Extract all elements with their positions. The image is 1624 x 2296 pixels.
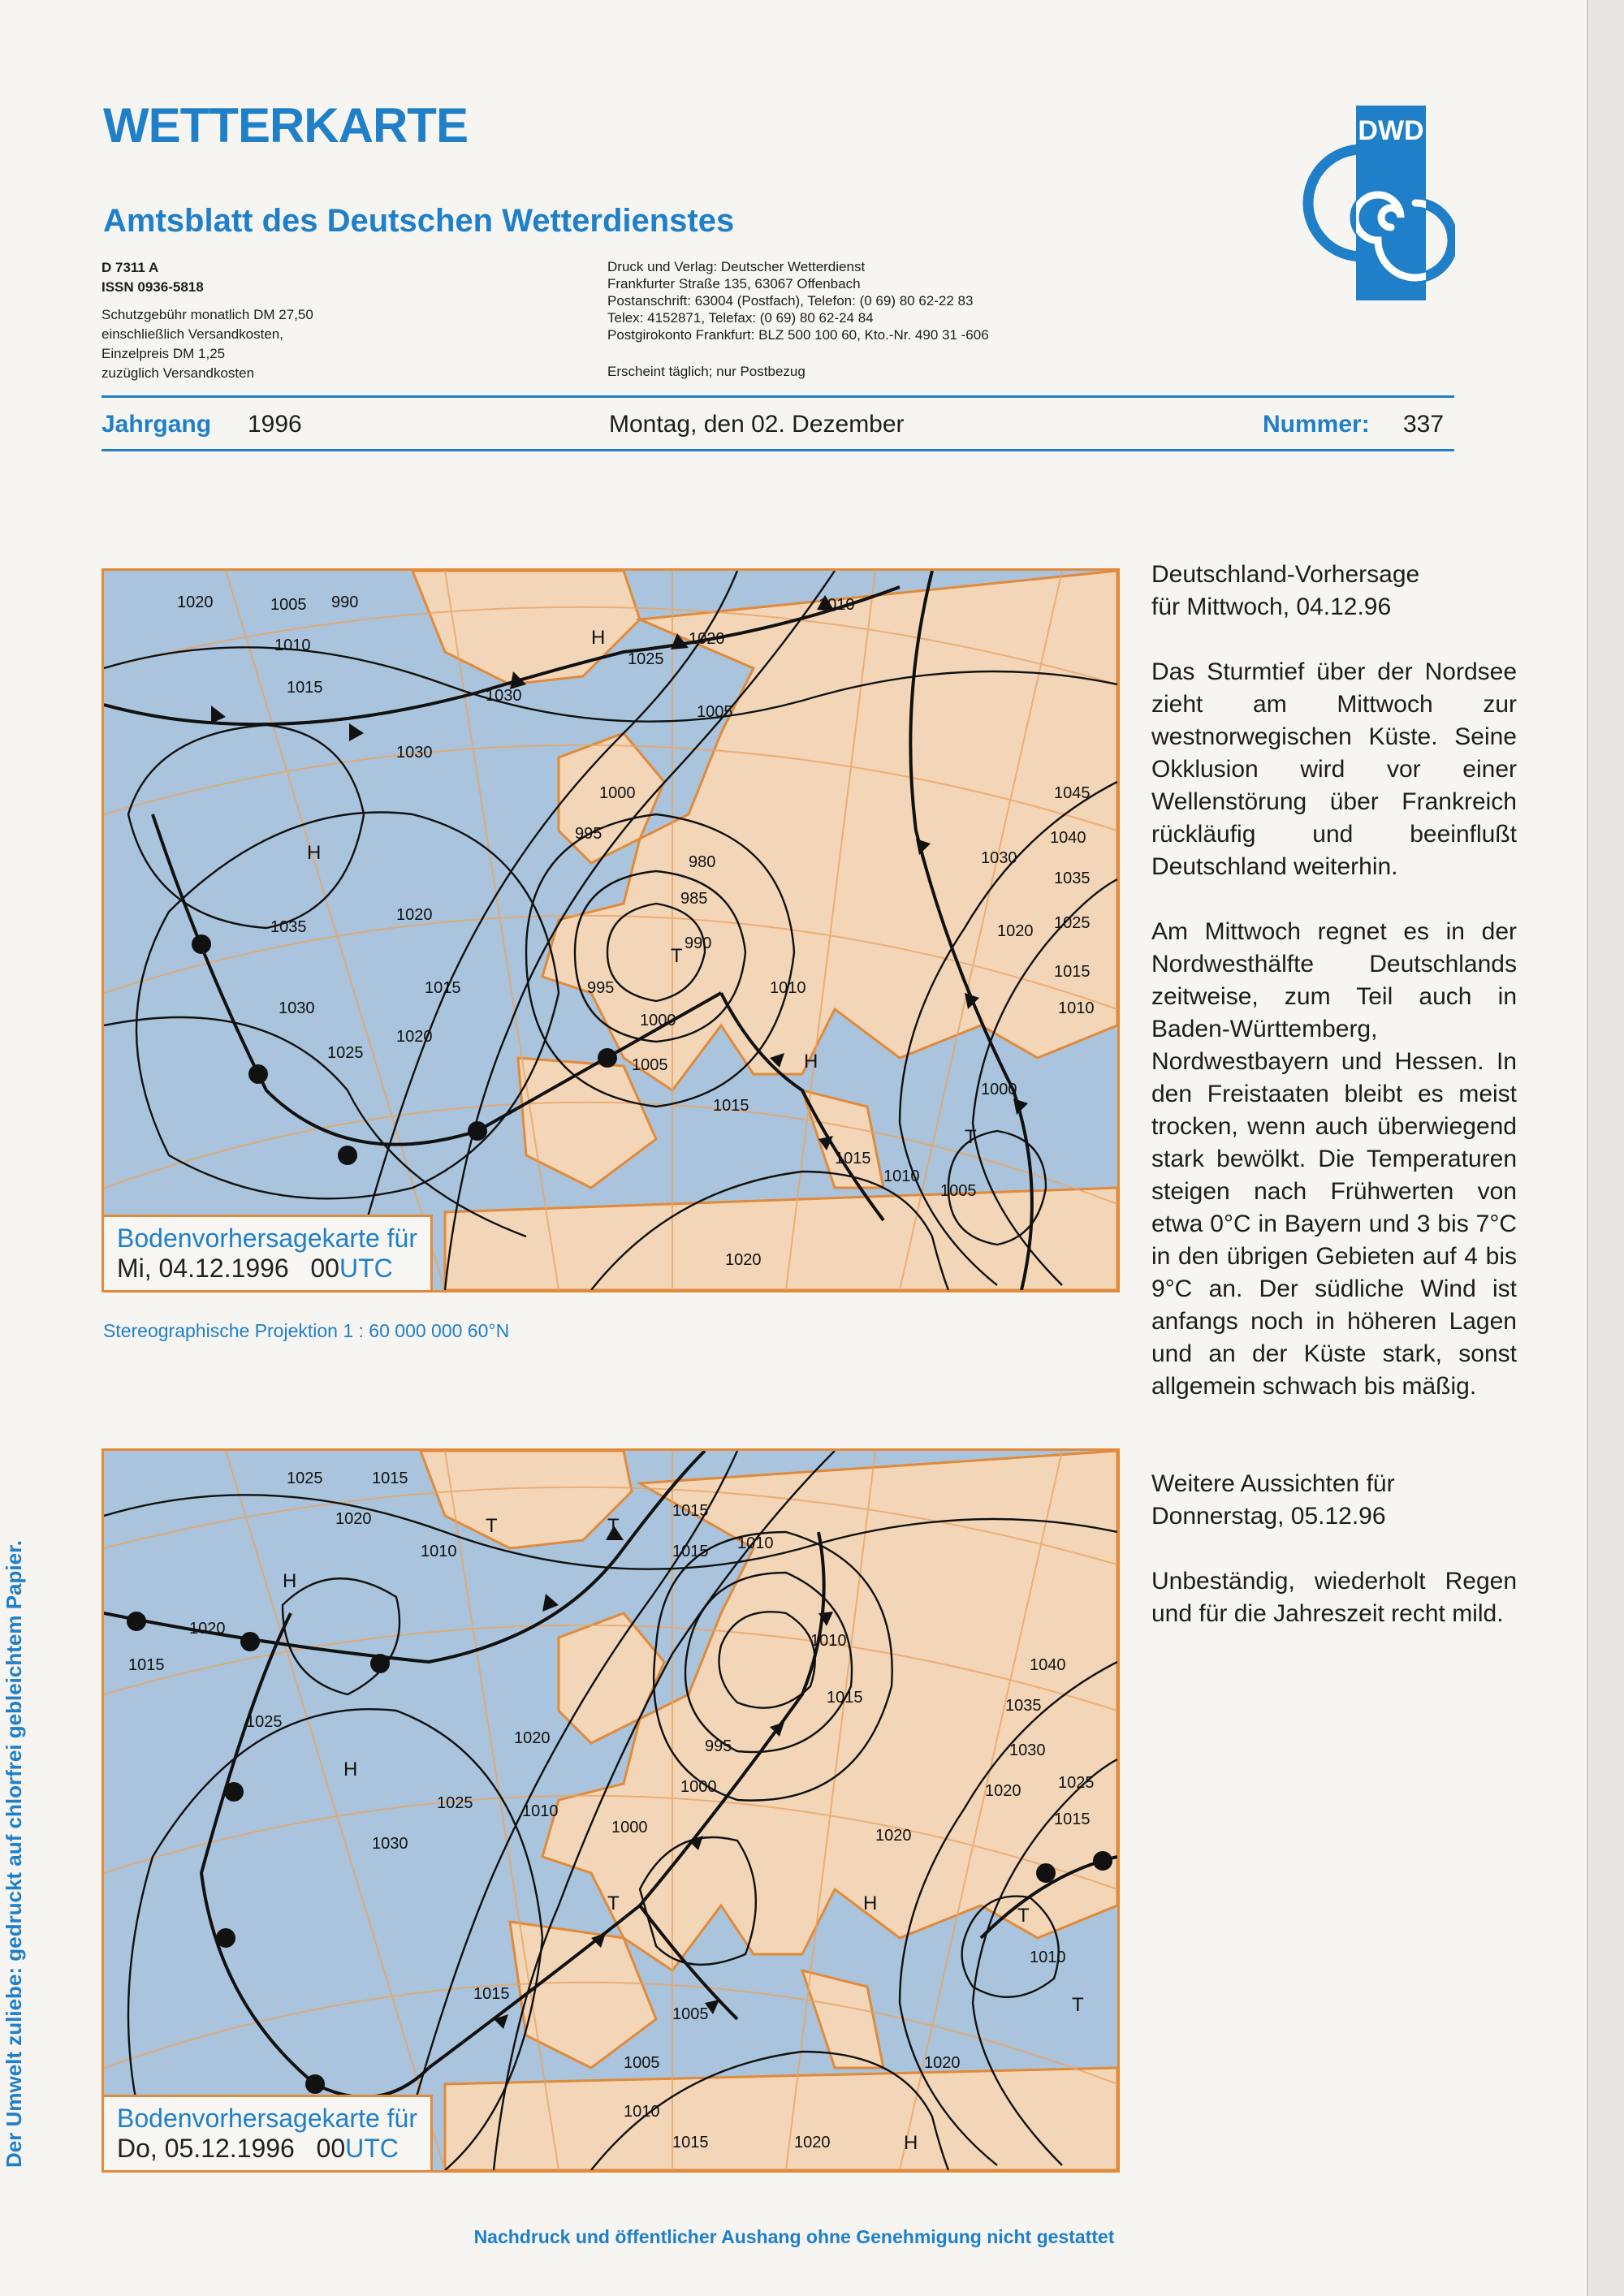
publication-frequency: Erscheint täglich; nur Postbezug [607, 364, 806, 379]
svg-text:1020: 1020 [985, 1782, 1021, 1800]
svg-text:990: 990 [331, 593, 359, 611]
svg-text:1025: 1025 [287, 1470, 323, 1487]
svg-text:1015: 1015 [473, 1985, 510, 2003]
svg-text:T: T [1072, 1994, 1084, 2016]
svg-text:995: 995 [587, 979, 615, 997]
svg-text:995: 995 [705, 1737, 732, 1755]
svg-text:1015: 1015 [672, 2134, 709, 2151]
svg-text:1035: 1035 [1054, 870, 1091, 887]
map-2-valid-time [117, 2134, 417, 2164]
svg-text:1010: 1010 [522, 1802, 559, 1820]
svg-text:1040: 1040 [1030, 1656, 1066, 1674]
svg-text:T: T [965, 1126, 977, 1148]
map-1-valid-time [117, 1254, 417, 1284]
fee-line: einschließlich Versandkosten, [102, 326, 283, 342]
svg-text:1020: 1020 [177, 593, 214, 611]
svg-text:1020: 1020 [514, 1729, 551, 1747]
svg-text:1020: 1020 [794, 2134, 831, 2151]
map-2-date: Do, 05.12.1996 [117, 2134, 295, 2163]
svg-text:1025: 1025 [1058, 1774, 1095, 1792]
forecast-heading-line: Deutschland-Vorhersage [1151, 561, 1420, 588]
svg-text:1030: 1030 [486, 687, 522, 705]
svg-text:1025: 1025 [1054, 914, 1091, 932]
svg-text:1010: 1010 [810, 1632, 847, 1650]
svg-text:1020: 1020 [396, 906, 433, 924]
svg-text:1005: 1005 [624, 2054, 660, 2072]
svg-text:1015: 1015 [128, 1656, 165, 1674]
map-1-hour: 00 [310, 1254, 339, 1283]
outlook-heading-line: Weitere Aussichten für [1151, 1470, 1395, 1497]
svg-text:1000: 1000 [599, 784, 636, 802]
publisher-line: Frankfurter Straße 135, 63067 Offenbach [607, 276, 861, 291]
svg-text:1015: 1015 [672, 1502, 709, 1520]
map-2-utc: UTC [345, 2134, 399, 2163]
map-1-utc: UTC [339, 1254, 393, 1283]
svg-text:1020: 1020 [725, 1251, 762, 1269]
svg-text:1010: 1010 [737, 1534, 774, 1552]
page-edge [1587, 0, 1624, 2296]
forecast-paragraph-2: Am Mittwoch regnet es in der Nordwesthälfte Deutschlands zeitweise, zum Teil auch in Baden-Württemberg, Nordwestbayern und Hessen. In den Freistaaten bleibt es meist trocken, wenn auch überwiegend stark bewölkt. Die Temperaturen steigen nach Frühwerten von etwa 0°C in Bayern und 3 bis 7°C in den übrigen Gebieten auf 4 bis 9°C an. Der südliche Wind ist anfangs noch in höheren Lagen und an der Küste stark, sonst allgemein schwach bis mäßig. [1151, 918, 1517, 1400]
publication-subtitle: Amtsblatt des Deutschen Wetterdienstes [103, 203, 735, 239]
svg-text:1030: 1030 [1009, 1741, 1046, 1759]
svg-text:1015: 1015 [372, 1470, 408, 1487]
svg-text:1015: 1015 [1054, 1810, 1091, 1828]
forecast-heading [1151, 559, 1517, 624]
svg-text:1015: 1015 [287, 679, 323, 697]
projection-note: Stereographische Projektion 1 : 60 000 000 60°N [103, 1320, 510, 1341]
publisher-line: Postanschrift: 63004 (Postfach), Telefon: (0 69) 80 62-22 83 [607, 293, 974, 309]
number-label: Nummer: [1263, 411, 1370, 438]
svg-text:1005: 1005 [940, 1182, 977, 1200]
publisher-line: Postgirokonto Frankfurt: BLZ 500 100 60, Kto.-Nr. 490 31 -606 [607, 327, 989, 343]
svg-text:1015: 1015 [713, 1097, 749, 1115]
svg-text:T: T [607, 1892, 620, 1914]
svg-text:1015: 1015 [425, 979, 461, 997]
svg-text:1045: 1045 [1054, 784, 1091, 802]
svg-text:1010: 1010 [1058, 999, 1095, 1017]
svg-text:1020: 1020 [997, 922, 1034, 940]
masthead-title: WETTERKARTE [103, 98, 468, 153]
svg-text:1020: 1020 [924, 2054, 961, 2072]
number-value: 337 [1403, 411, 1445, 438]
svg-text:1005: 1005 [697, 703, 733, 721]
svg-text:T: T [486, 1515, 498, 1537]
svg-text:1030: 1030 [396, 744, 433, 762]
svg-text:980: 980 [689, 853, 716, 871]
svg-text:1010: 1010 [624, 2103, 660, 2121]
svg-text:1020: 1020 [335, 1510, 372, 1528]
outlook-heading [1151, 1468, 1517, 1533]
svg-text:H: H [863, 1892, 878, 1914]
forecast-map-wednesday [102, 568, 1120, 1293]
publication-ids [102, 258, 204, 297]
publisher-line: Druck und Verlag: Deutscher Wetterdienst [607, 259, 866, 274]
svg-text:1025: 1025 [246, 1713, 283, 1731]
svg-text:H: H [343, 1759, 358, 1780]
outlook-heading-line: Donnerstag, 05.12.96 [1151, 1503, 1386, 1530]
svg-text:T: T [1017, 1905, 1030, 1927]
map-1-svg [104, 571, 1117, 1290]
svg-text:1015: 1015 [835, 1150, 871, 1167]
publisher-line: Telex: 4152871, Telefax: (0 69) 80 62-24 84 [607, 310, 874, 326]
svg-text:1010: 1010 [1030, 1949, 1066, 1966]
map-2-svg [104, 1451, 1117, 2170]
svg-text:1010: 1010 [421, 1543, 457, 1560]
svg-text:1025: 1025 [327, 1044, 364, 1062]
map-2-title: Bodenvorhersagekarte für [117, 2104, 417, 2133]
svg-text:1035: 1035 [270, 918, 307, 936]
svg-text:1005: 1005 [672, 2005, 709, 2023]
svg-text:1020: 1020 [689, 630, 725, 648]
year-label: Jahrgang [102, 411, 212, 438]
svg-text:1010: 1010 [818, 596, 855, 614]
eco-paper-note: Der Umwelt zuliebe: gedruckt auf chlorfrei gebleichtem Papier. [2, 1540, 26, 2168]
issn: ISSN 0936-5818 [102, 279, 204, 295]
rule-top [102, 395, 1454, 398]
map-1-title: Bodenvorhersagekarte für [117, 1224, 417, 1253]
svg-text:1000: 1000 [611, 1819, 648, 1836]
svg-text:1030: 1030 [372, 1835, 408, 1853]
fee-line: Schutzgebühr monatlich DM 27,50 [102, 307, 313, 322]
map-2-caption [104, 2095, 433, 2170]
svg-text:1010: 1010 [883, 1167, 920, 1185]
svg-text:H: H [283, 1570, 297, 1592]
map-1-caption [104, 1215, 433, 1290]
fee-info [102, 305, 394, 383]
publisher-info [607, 258, 1111, 343]
outlook-text: Unbeständig, wiederholt Regen und für die Jahreszeit recht mild. [1151, 1568, 1517, 1627]
svg-text:1030: 1030 [981, 849, 1017, 867]
year-value: 1996 [248, 411, 302, 438]
svg-text:995: 995 [575, 825, 603, 843]
fee-line: zuzüglich Versandkosten [102, 365, 255, 381]
svg-text:1020: 1020 [189, 1620, 226, 1638]
svg-text:1000: 1000 [680, 1778, 717, 1796]
svg-text:1025: 1025 [437, 1794, 473, 1812]
issue-date: Montag, den 02. Dezember [609, 411, 905, 438]
svg-text:1005: 1005 [270, 596, 307, 614]
svg-text:H: H [804, 1051, 818, 1072]
svg-text:1020: 1020 [396, 1028, 433, 1046]
dwd-logo [1293, 106, 1455, 300]
svg-text:T: T [607, 1515, 620, 1537]
dwd-logo-text: DWD [1358, 115, 1424, 146]
forecast-heading-line: für Mittwoch, 04.12.96 [1151, 593, 1392, 620]
svg-text:1020: 1020 [875, 1827, 912, 1845]
footer-note: Nachdruck und öffentlicher Aushang ohne Genehmigung nicht gestattet [473, 2226, 1115, 2247]
forecast-paragraph-1: Das Sturmtief über der Nordsee zieht am Mittwoch zur westnorwegischen Küste. Seine Okklusion wird vor einer Wellenstörung über Frankreich rückläufig und beeinflußt Deutschland weiterhin. [1151, 658, 1517, 880]
map-2-hour: 00 [316, 2134, 346, 2163]
svg-text:1010: 1010 [770, 979, 806, 997]
rule-bottom [102, 449, 1454, 451]
svg-text:H: H [591, 627, 606, 649]
svg-text:1015: 1015 [672, 1543, 709, 1560]
svg-text:T: T [671, 945, 683, 967]
svg-text:1040: 1040 [1050, 829, 1086, 847]
map-1-date: Mi, 04.12.1996 [117, 1254, 289, 1283]
svg-text:990: 990 [685, 934, 712, 952]
svg-text:1000: 1000 [640, 1012, 676, 1029]
svg-text:1035: 1035 [1005, 1697, 1042, 1715]
svg-text:H: H [904, 2132, 918, 2154]
forecast-map-thursday [102, 1448, 1120, 2173]
svg-text:1015: 1015 [1054, 963, 1091, 981]
svg-text:985: 985 [680, 890, 708, 908]
svg-text:1015: 1015 [827, 1689, 863, 1707]
svg-text:1010: 1010 [274, 637, 311, 654]
svg-text:1000: 1000 [981, 1081, 1017, 1098]
svg-text:1025: 1025 [628, 650, 664, 668]
forecast-column [1151, 559, 1517, 1630]
fee-line: Einzelpreis DM 1,25 [102, 346, 226, 361]
issue-info-bar [102, 406, 1454, 447]
svg-text:1005: 1005 [632, 1056, 668, 1074]
svg-text:1030: 1030 [279, 999, 315, 1017]
id-code: D 7311 A [102, 260, 159, 275]
svg-text:H: H [307, 842, 322, 864]
